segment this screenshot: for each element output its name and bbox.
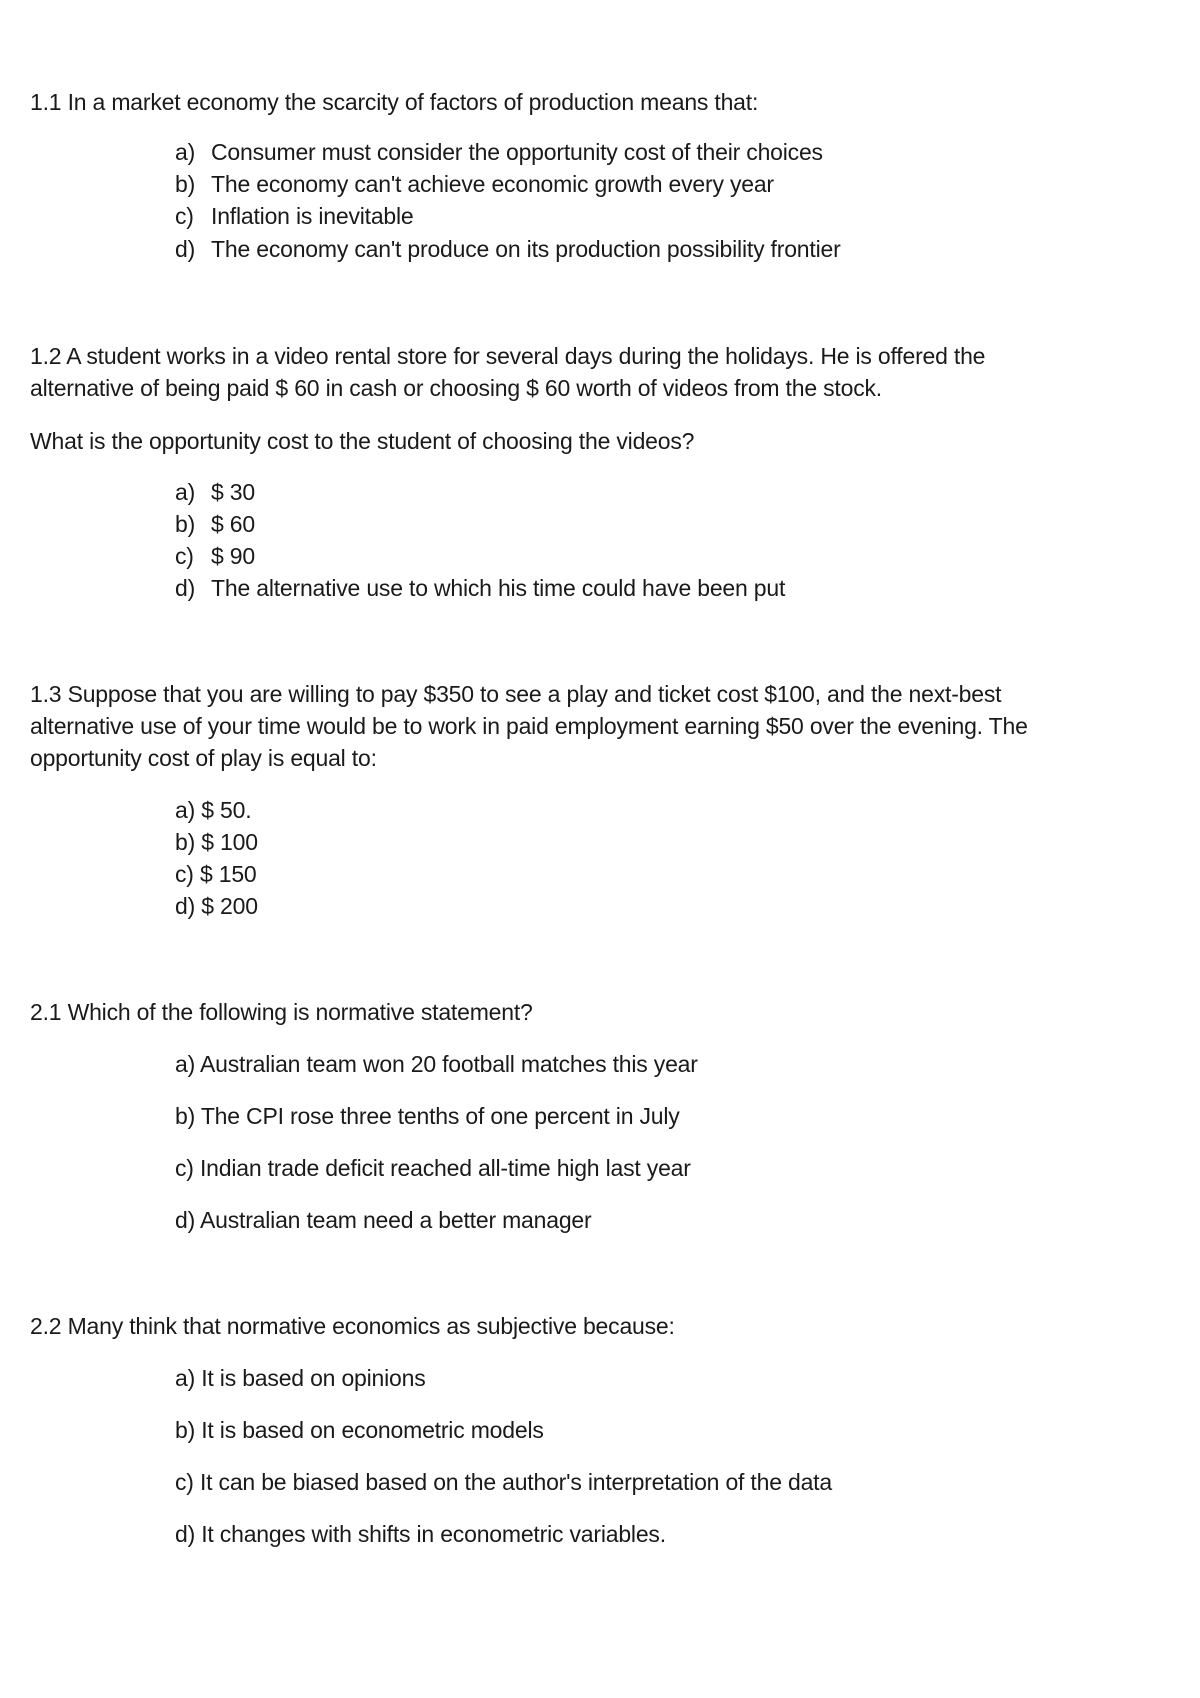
question-1-1-option-a[interactable] — [175, 138, 823, 166]
option-text: $ 60 — [211, 511, 255, 537]
option-text: Consumer must consider the opportunity cost of their choices — [211, 139, 823, 165]
option-letter: a) — [175, 479, 196, 505]
question-1-3-option-c[interactable]: c) $ 150 — [175, 861, 257, 887]
option-text: Inflation is inevitable — [211, 203, 414, 229]
question-1-2-option-a[interactable] — [175, 478, 255, 506]
option-letter: a) — [175, 139, 196, 165]
question-2-2-stem: 2.2 Many think that normative economics as subjective because: — [30, 1313, 675, 1339]
question-2-2-option-c[interactable]: c) It can be biased based on the author's interpretation of the data — [175, 1469, 832, 1495]
option-letter: b) — [175, 511, 196, 537]
question-2-1-option-b[interactable]: b) The CPI rose three tenths of one percent in July — [175, 1103, 680, 1129]
question-1-3-option-b[interactable]: b) $ 100 — [175, 829, 258, 855]
option-letter: d) — [175, 236, 196, 262]
question-1-1-option-d[interactable] — [175, 235, 841, 263]
question-2-1-option-a[interactable]: a) Australian team won 20 football matches this year — [175, 1051, 698, 1077]
question-1-3-option-d[interactable]: d) $ 200 — [175, 893, 258, 919]
question-2-2-option-a[interactable]: a) It is based on opinions — [175, 1365, 426, 1391]
question-1-1-option-b[interactable] — [175, 170, 774, 198]
question-1-2-stem-line-1: 1.2 A student works in a video rental store for several days during the holidays. He is offered the — [30, 343, 986, 369]
option-text: $ 30 — [211, 479, 255, 505]
question-1-2-prompt: What is the opportunity cost to the student of choosing the videos? — [30, 428, 695, 454]
question-1-3-stem-line-3: opportunity cost of play is equal to: — [30, 745, 377, 771]
question-1-2-stem-line-2: alternative of being paid $ 60 in cash or choosing $ 60 worth of videos from the stock. — [30, 375, 882, 401]
question-1-2-option-d[interactable] — [175, 574, 785, 602]
option-letter: c) — [175, 543, 194, 569]
question-1-3-stem-line-1: 1.3 Suppose that you are willing to pay $350 to see a play and ticket cost $100, and the next-best — [30, 681, 1002, 707]
question-1-3-stem-line-2: alternative use of your time would be to work in paid employment earning $50 over the evening. The — [30, 713, 1028, 739]
question-1-2-option-c[interactable] — [175, 542, 255, 570]
question-2-1-option-c[interactable]: c) Indian trade deficit reached all-time high last year — [175, 1155, 691, 1181]
question-1-2-option-b[interactable] — [175, 510, 255, 538]
option-text: The economy can't produce on its production possibility frontier — [211, 236, 841, 262]
option-letter: b) — [175, 171, 196, 197]
option-text: The alternative use to which his time could have been put — [211, 575, 786, 601]
question-1-1-option-c[interactable] — [175, 202, 414, 230]
question-1-3-option-a[interactable]: a) $ 50. — [175, 797, 252, 823]
question-2-1-stem: 2.1 Which of the following is normative statement? — [30, 999, 533, 1025]
question-2-2-option-d[interactable]: d) It changes with shifts in econometric variables. — [175, 1521, 666, 1547]
option-text: $ 90 — [211, 543, 255, 569]
option-letter: c) — [175, 203, 194, 229]
option-letter: d) — [175, 575, 196, 601]
question-1-1-stem: 1.1 In a market economy the scarcity of factors of production means that: — [30, 89, 759, 115]
question-2-2-option-b[interactable]: b) It is based on econometric models — [175, 1417, 544, 1443]
option-text: The economy can't achieve economic growth every year — [211, 171, 774, 197]
question-2-1-option-d[interactable]: d) Australian team need a better manager — [175, 1207, 592, 1233]
